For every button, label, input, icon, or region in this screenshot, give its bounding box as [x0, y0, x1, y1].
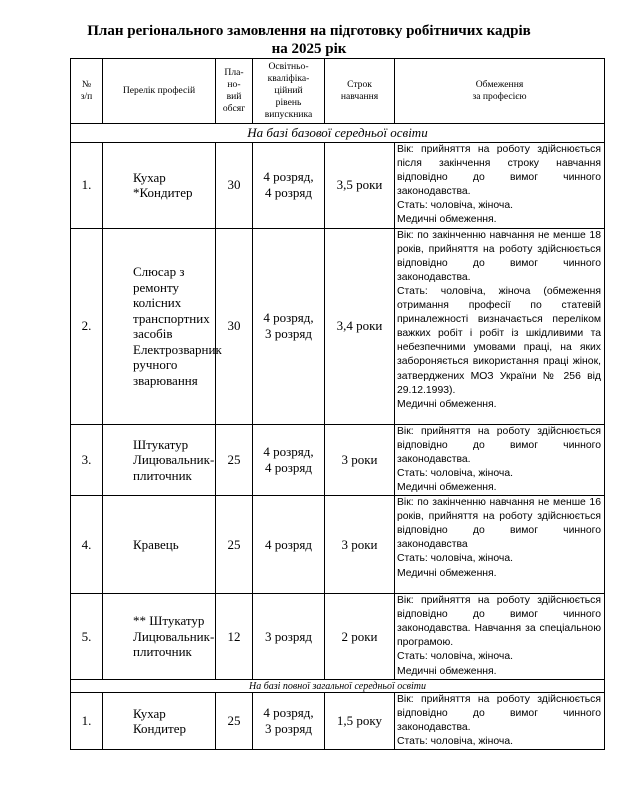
header-num: № з/п	[71, 59, 103, 124]
limits-cell: Вік: прийняття на роботу здійснюється відповідно до вимог чинного законодавства. Стать: чоловіча, жіноча. Медичні обмеження.	[395, 424, 605, 495]
profession-cell: Слюсар з ремонту колісних транспортних засобів Електрозварник ручного зварювання	[103, 228, 216, 424]
header-profession: Перелік професій	[103, 59, 216, 124]
level-cell: 4 розряд, 4 розряд	[253, 143, 325, 229]
profession-cell: Кравець	[103, 496, 216, 594]
row-number: 3.	[71, 424, 103, 495]
title-line-1: План регіонального замовлення на підготовку робітничих кадрів	[87, 23, 531, 39]
profession-cell: ** Штукатур Лицювальник-плиточник	[103, 594, 216, 680]
level-cell: 4 розряд	[253, 496, 325, 594]
term-cell: 3,4 роки	[325, 228, 395, 424]
volume-cell: 30	[216, 143, 253, 229]
term-cell: 3 роки	[325, 496, 395, 594]
header-level: Освітньо- кваліфіка- ційний рівень випускника	[253, 59, 325, 124]
header-volume: Пла- но- вий обсяг	[216, 59, 253, 124]
row-number: 1.	[71, 693, 103, 750]
profession-cell: Штукатур Лицювальник-плиточник	[103, 424, 216, 495]
limits-cell: Вік: по закінченню навчання не менше 16 років, прийняття на роботу здійснюється відповідно до вимог чинного законодавства Стать: чоловіча, жіноча. Медичні обмеження.	[395, 496, 605, 594]
table-row	[71, 424, 605, 495]
term-cell: 3,5 роки	[325, 143, 395, 229]
row-number: 2.	[71, 228, 103, 424]
table-row	[71, 143, 605, 229]
term-cell: 1,5 року	[325, 693, 395, 750]
term-cell: 2 роки	[325, 594, 395, 680]
volume-cell: 30	[216, 228, 253, 424]
header-term: Строк навчання	[325, 59, 395, 124]
volume-cell: 25	[216, 496, 253, 594]
level-cell: 4 розряд, 4 розряд	[253, 424, 325, 495]
limits-cell: Вік: прийняття на роботу здійснюється після закінчення строку навчання відповідно до вимог чинного законодавства. Стать: чоловіча, жіноча. Медичні обмеження.	[395, 143, 605, 229]
row-number: 4.	[71, 496, 103, 594]
profession-cell: Кухар Кондитер	[103, 693, 216, 750]
header-limits: Обмеження за професією	[395, 59, 605, 124]
header-row	[71, 59, 605, 124]
title-line-2: на 2025 рік	[271, 41, 347, 57]
professions-table	[70, 58, 605, 750]
volume-cell: 25	[216, 693, 253, 750]
section-full-secondary: На базі повної загальної середньої освіти	[71, 680, 605, 693]
profession-cell: Кухар *Кондитер	[103, 143, 216, 229]
table-row	[71, 228, 605, 424]
term-cell: 3 роки	[325, 424, 395, 495]
section-basic-secondary: На базі базової середньої освіти	[71, 124, 605, 143]
volume-cell: 12	[216, 594, 253, 680]
limits-cell: Вік: прийняття на роботу здійснюється відповідно до вимог чинного законодавства. Стать: чоловіча, жіноча.	[395, 693, 605, 750]
table-row	[71, 594, 605, 680]
limits-cell: Вік: прийняття на роботу здійснюється відповідно до вимог чинного законодавства. Навчання за спеціальною програмою. Стать: чоловіча, жіноча. Медичні обмеження.	[395, 594, 605, 680]
document-title	[0, 22, 618, 58]
level-cell: 4 розряд, 3 розряд	[253, 228, 325, 424]
level-cell: 3 розряд	[253, 594, 325, 680]
row-number: 5.	[71, 594, 103, 680]
volume-cell: 25	[216, 424, 253, 495]
limits-cell: Вік: по закінченню навчання не менше 18 років, прийняття на роботу здійснюється відповідно до вимог чинного законодавства. Стать: чоловіча, жіноча (обмеження отримання професії по статевій приналежності визначається переліком важких робіт і робіт із шкідливими та небезпечними умовами праці, на яких забороняється використання праці жінок, затверджених МОЗ України № 256 від 29.12.1993). Медичні обмеження.	[395, 228, 605, 424]
table-row	[71, 693, 605, 750]
row-number: 1.	[71, 143, 103, 229]
level-cell: 4 розряд, 3 розряд	[253, 693, 325, 750]
table-row	[71, 496, 605, 594]
